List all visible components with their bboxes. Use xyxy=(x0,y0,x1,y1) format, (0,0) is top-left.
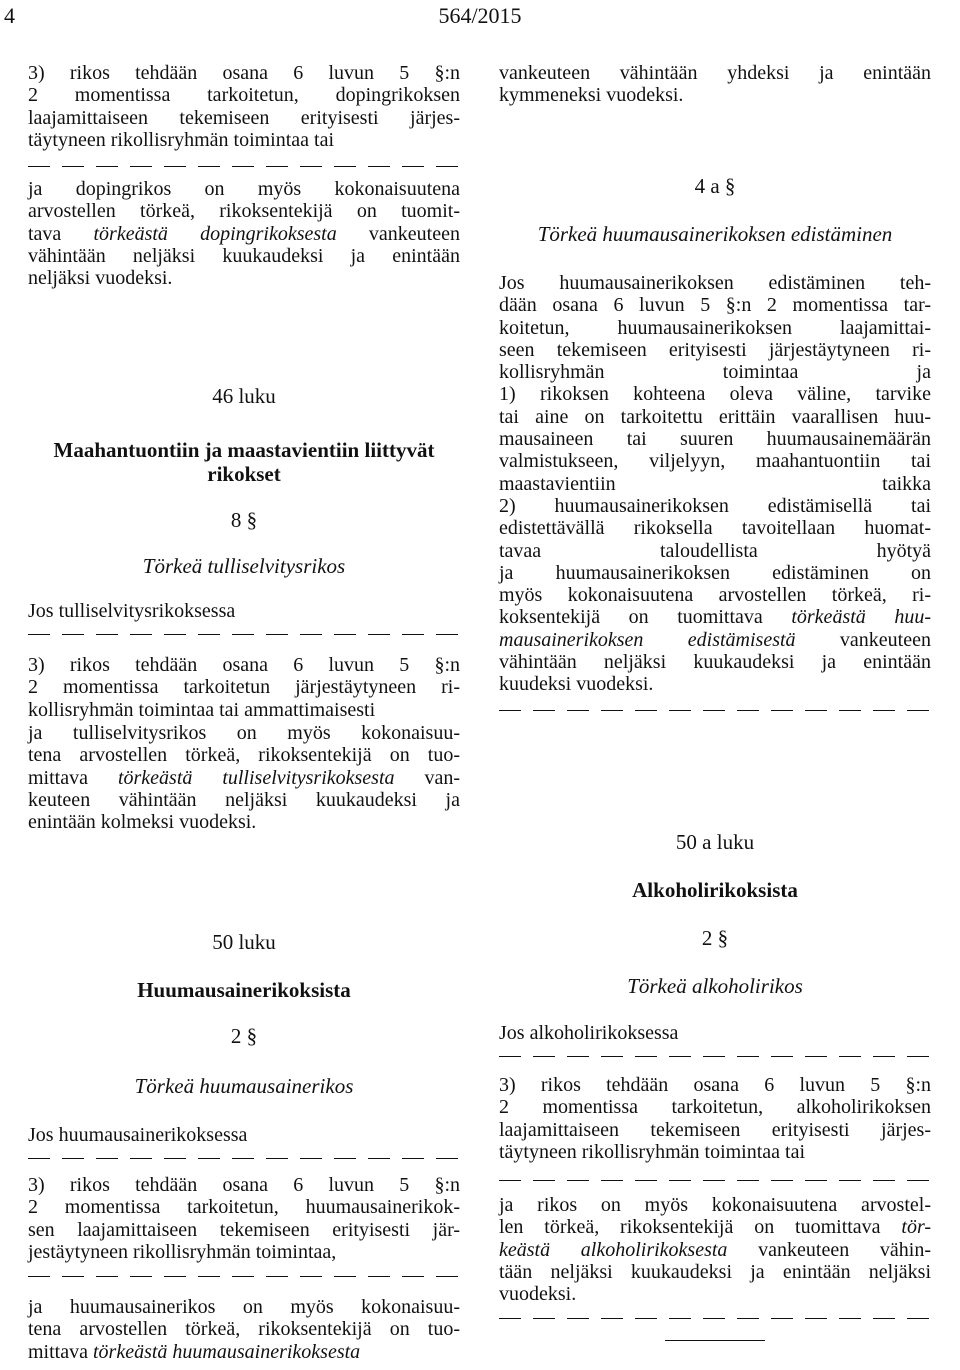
text-line: tään neljäksi kuukaudeksi ja enintään neljäksi xyxy=(499,1260,931,1283)
paragraph-lines xyxy=(28,654,460,721)
text-line: mittava törkeästä tulliselvitysrikoksesta van- xyxy=(28,766,461,789)
chapter-46-title-line2: rikokset xyxy=(207,462,281,486)
chapter-46-penalty xyxy=(28,722,460,833)
paragraph-lines xyxy=(28,1174,460,1263)
text-line: täytyneen rikollisryhmän toimintaa tai xyxy=(28,128,335,151)
chapter-50-section: 2 § xyxy=(230,1024,258,1048)
text-line: enintään kolmeksi vuodeksi. xyxy=(28,811,257,834)
text-line: 2 momentissa tarkoitetun, dopingrikoksen xyxy=(28,84,460,107)
text-line: myös kokonaisuutena arvostellen törkeä, ri- xyxy=(499,584,931,607)
text-line: neljäksi vuodeksi. xyxy=(28,267,173,290)
text-line: koitetun, huumausainerikoksen laajamittai- xyxy=(499,316,931,339)
text-line: ja tulliselvitysrikos on myös kokonaisuu- xyxy=(28,722,460,744)
text-line: koksentekijä on tuomittava törkeästä huu- xyxy=(499,606,932,629)
text-line: seen tekemiseen erityisesti järjestäytyneen ri- xyxy=(499,338,931,361)
chapter-46-item-3 xyxy=(28,654,460,721)
text-line: tava törkeästä dopingrikoksesta vankeuteen xyxy=(28,222,460,245)
text-line: ja dopingrikos on myös kokonaisuutena xyxy=(28,178,460,200)
text-line: sen laajamittaiseen tekemiseen erityisesti jär- xyxy=(28,1218,460,1241)
text-line: 3) rikos tehdään osana 6 luvun 5 §:n xyxy=(28,654,460,676)
paragraph-lines xyxy=(28,178,460,289)
chapter-46-section-title: Törkeä tulliselvitysrikos xyxy=(142,554,346,578)
text-line: tena arvostellen törkeä, rikoksentekijä on tuo- xyxy=(28,744,460,767)
chapter-50-section-title: Törkeä huumausainerikos xyxy=(134,1074,354,1098)
text-line: 2 momentissa tarkoitetun järjestäytyneen ri- xyxy=(28,676,460,699)
chapter-50-lead: Jos huumausainerikoksessa xyxy=(28,1124,248,1146)
italic-term: keästä alkoholirikoksesta xyxy=(499,1238,728,1261)
intro-paragraph xyxy=(28,62,460,151)
text-line: tavaa taloudellista hyötyä xyxy=(499,539,931,562)
text-line: 3) rikos tehdään osana 6 luvun 5 §:n xyxy=(499,1074,931,1096)
text-line: keuteen vähintään neljäksi kuukaudeksi ja xyxy=(28,788,460,811)
text-line: kollisryhmän toimintaa ja xyxy=(499,361,931,384)
paragraph-lines xyxy=(499,1194,931,1305)
text-line: tena arvostellen törkeä, rikoksentekijä on tuo- xyxy=(28,1318,460,1341)
chapter-50-penalty xyxy=(28,1296,460,1363)
chapter-46-section: 8 § xyxy=(230,508,258,532)
chapter-46-title-line1: Maahantuontiin ja maastavientiin liittyvät xyxy=(53,438,435,462)
text-line: arvostellen törkeä, rikoksentekijä on tuomit- xyxy=(28,200,460,223)
chapter-50a-section-title: Törkeä alkoholirikos xyxy=(627,974,803,998)
omission-dashes xyxy=(28,156,460,178)
text-line: Jos huumausainerikoksen edistäminen teh- xyxy=(499,272,931,294)
end-rule-wrap xyxy=(499,1340,931,1341)
chapter-46-number: 46 luku xyxy=(212,384,276,408)
italic-term: tör- xyxy=(901,1216,931,1239)
text-line: mittava törkeästä huumausainerikoksesta xyxy=(28,1340,361,1363)
text-line: ja rikos on myös kokonaisuutena arvostel- xyxy=(499,1194,931,1216)
paragraph-lines xyxy=(499,62,931,107)
italic-term: törkeästä tulliselvitysrikoksesta xyxy=(117,766,395,789)
text-line: mausaineen tai suuren huumausainemäärän xyxy=(499,428,931,451)
chapter-50a-number: 50 a luku xyxy=(675,830,755,854)
omission-dashes xyxy=(28,1266,460,1288)
text-line: laajamittaiseen tekemiseen erityisesti järjes- xyxy=(28,106,460,129)
text-line: edistettävällä rikoksella tavoitellaan huomat- xyxy=(499,517,931,540)
continuation-paragraph xyxy=(499,62,931,107)
chapter-50-title: Huumausainerikoksista xyxy=(137,978,351,1002)
text-line: 3) rikos tehdään osana 6 luvun 5 §:n xyxy=(28,62,460,84)
section-4a-title: Törkeä huumausainerikoksen edistäminen xyxy=(537,222,893,246)
text-line: vankeuteen vähintään yhdeksi ja enintään xyxy=(499,62,931,84)
text-line: ja huumausainerikos on myös kokonaisuu- xyxy=(28,1296,460,1318)
doping-paragraph xyxy=(28,178,460,289)
italic-term: törkeästä huumausainerikoksesta xyxy=(92,1340,361,1363)
chapter-50a-item-3 xyxy=(499,1074,931,1163)
text-line: kuudeksi vuodeksi. xyxy=(499,673,654,696)
text-line: 1) rikoksen kohteena oleva väline, tarvike xyxy=(499,383,931,406)
text-line: täytyneen rikollisryhmän toimintaa tai xyxy=(499,1140,806,1163)
text-line: kollisryhmän toimintaa tai ammattimaisesti xyxy=(28,698,376,721)
text-line: dään osana 6 luvun 5 §:n 2 momentissa tar- xyxy=(499,294,931,317)
section-4a-body xyxy=(499,272,931,696)
chapter-50-number: 50 luku xyxy=(212,930,276,954)
paragraph-lines xyxy=(28,62,460,151)
italic-term: törkeästä dopingrikoksesta xyxy=(93,222,337,245)
chapter-50a-title: Alkoholirikoksista xyxy=(632,878,798,902)
chapter-50a-penalty xyxy=(499,1194,931,1305)
paragraph-lines xyxy=(28,722,460,833)
omission-dashes xyxy=(499,700,931,722)
text-line: vähintään neljäksi kuukaudeksi ja enintään xyxy=(499,651,931,674)
omission-dashes xyxy=(28,624,460,646)
paragraph-lines xyxy=(499,272,931,696)
omission-dashes xyxy=(28,1148,460,1170)
paragraph-lines xyxy=(28,1296,460,1363)
text-line: laajamittaiseen tekemiseen erityisesti järjes- xyxy=(499,1118,931,1141)
paragraph-lines xyxy=(499,1074,931,1163)
text-line: ja huumausainerikoksen edistäminen on xyxy=(499,561,931,584)
text-line: kymmeneksi vuodeksi. xyxy=(499,84,684,107)
text-line: 3) rikos tehdään osana 6 luvun 5 §:n xyxy=(28,1174,460,1196)
italic-term: mausainerikoksen edistämisestä xyxy=(499,628,796,651)
italic-term: törkeästä huu- xyxy=(791,606,932,629)
document-number: 564/2015 xyxy=(438,3,522,28)
text-line: jestäytyneen rikollisryhmän toimintaa, xyxy=(28,1240,337,1263)
text-line: mausainerikoksen edistämisestä vankeuteen xyxy=(499,628,931,651)
text-line: keästä alkoholirikoksesta vankeuteen vähin- xyxy=(499,1238,931,1261)
chapter-50a-section: 2 § xyxy=(701,926,729,950)
chapter-46-lead: Jos tulliselvitysrikoksessa xyxy=(28,600,236,622)
text-line: vähintään neljäksi kuukaudeksi ja enintään xyxy=(28,244,460,267)
text-line: maastavientiin taikka xyxy=(499,472,931,495)
omission-dashes xyxy=(499,1170,931,1192)
chapter-50-item-3 xyxy=(28,1174,460,1263)
text-line: vuodeksi. xyxy=(499,1283,577,1306)
text-line: 2) huumausainerikoksen edistämisellä tai xyxy=(499,494,931,517)
omission-dashes xyxy=(499,1046,931,1068)
omission-dashes xyxy=(499,1308,931,1330)
text-line: tai aine on tarkoitettu erittäin vaarallisen huu- xyxy=(499,405,931,428)
end-rule xyxy=(665,1340,765,1341)
text-line: len törkeä, rikoksentekijä on tuomittava tör- xyxy=(499,1216,931,1239)
text-line: valmistukseen, viljelyyn, maahantuontiin tai xyxy=(499,450,931,473)
page-number: 4 xyxy=(4,3,15,28)
text-line: 2 momentissa tarkoitetun, huumausainerikok- xyxy=(28,1196,460,1219)
section-4a: 4 a § xyxy=(694,174,736,198)
chapter-50a-lead: Jos alkoholirikoksessa xyxy=(499,1022,679,1044)
text-line: 2 momentissa tarkoitetun, alkoholirikoksen xyxy=(499,1096,931,1119)
